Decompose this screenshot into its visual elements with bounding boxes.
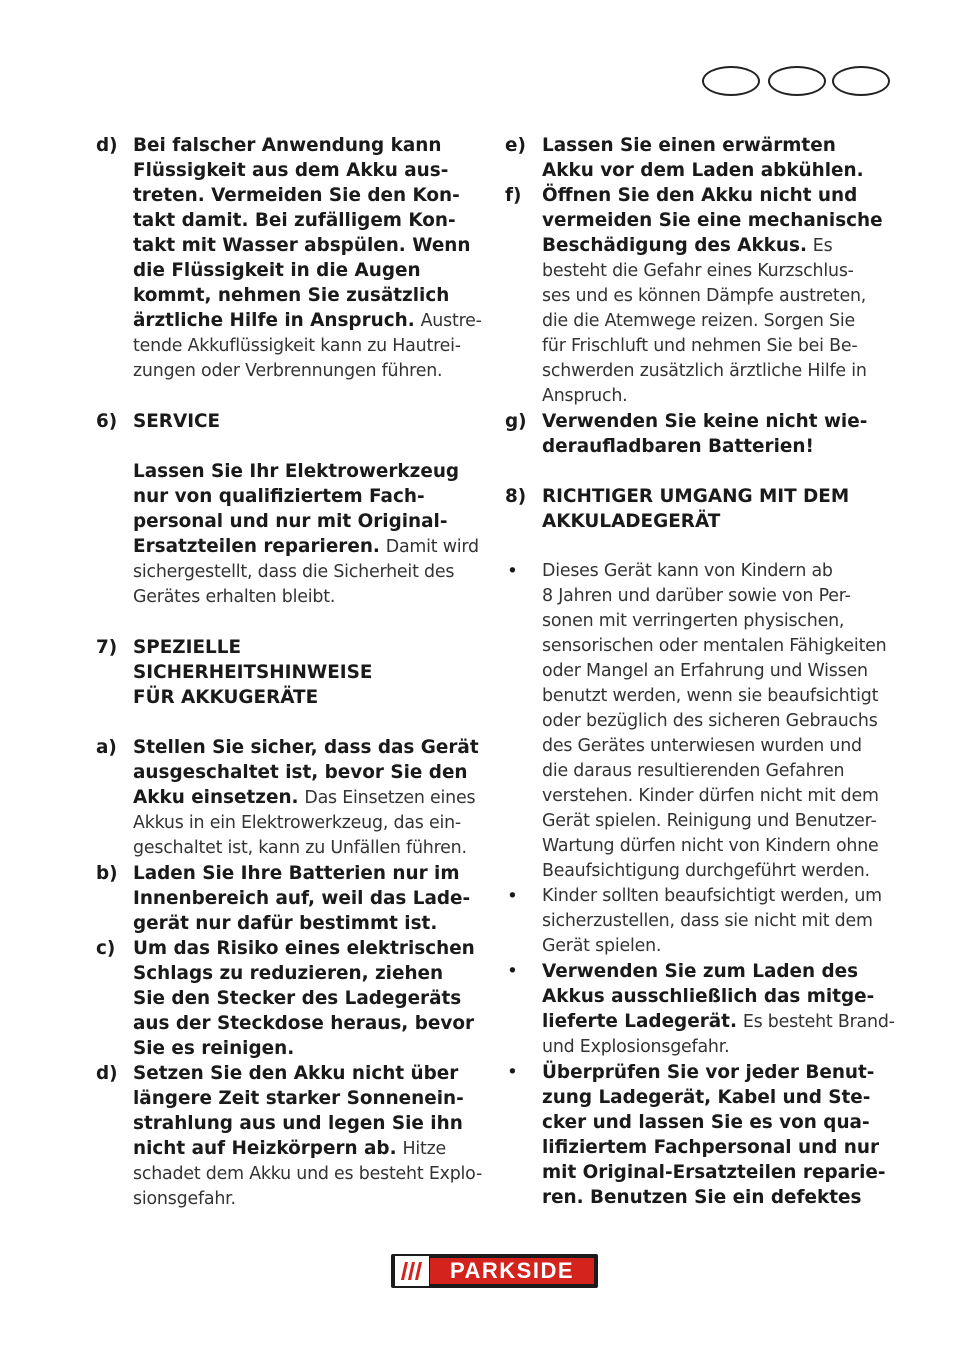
bold-line: nur von qualifiziertem Fach- bbox=[133, 486, 425, 507]
bold-line: Akku vor dem Laden abkühlen. bbox=[542, 160, 864, 181]
normal-line: ses und es können Dämpfe austreten, bbox=[542, 286, 867, 306]
section-heading: SPEZIELLE SICHERHEITSHINWEISE bbox=[133, 637, 373, 683]
item-marker: g) bbox=[505, 411, 527, 432]
normal-line: Dieses Gerät kann von Kindern ab bbox=[542, 561, 833, 581]
bold-line: cker und lassen Sie es von qua- bbox=[542, 1112, 870, 1133]
bullet-item-charger bbox=[505, 959, 895, 1060]
section-number: 6) bbox=[96, 411, 118, 432]
safety-item-g bbox=[505, 409, 895, 459]
bold-line: Akku einsetzen. bbox=[133, 787, 299, 808]
bold-line: Verwenden Sie zum Laden des bbox=[542, 961, 859, 982]
bullet-item-inspection bbox=[505, 1060, 895, 1210]
section-number: 8) bbox=[505, 486, 527, 507]
bold-line: nicht auf Heizkörpern ab. bbox=[133, 1138, 397, 1159]
normal-line: Gerät spielen. bbox=[542, 936, 662, 956]
normal-line: und Explosionsgefahr. bbox=[542, 1037, 730, 1057]
normal-line: tende Akkuflüssigkeit kann zu Hautrei- bbox=[133, 336, 461, 356]
normal-line: sionsgefahr. bbox=[133, 1189, 236, 1209]
bold-line: Akkus ausschließlich das mitge- bbox=[542, 986, 875, 1007]
bullet-item-children-use bbox=[505, 559, 895, 884]
bold-line: Sie es reinigen. bbox=[133, 1038, 295, 1059]
item-marker: d) bbox=[96, 135, 118, 156]
bold-line: vermeiden Sie eine mechanische bbox=[542, 210, 883, 231]
bold-line: Ersatzteilen reparieren. bbox=[133, 536, 380, 557]
section-6-service bbox=[96, 409, 486, 610]
bold-line: Lassen Sie Ihr Elektrowerkzeug bbox=[133, 461, 460, 482]
section-heading: AKKULADEGERÄT bbox=[542, 511, 721, 532]
bold-line: Stellen Sie sicher, dass das Gerät bbox=[133, 737, 479, 758]
bold-line: Um das Risiko eines elektrischen bbox=[133, 938, 475, 959]
bold-line: Laden Sie Ihre Batterien nur im bbox=[133, 863, 460, 884]
bold-line: Verwenden Sie keine nicht wie- bbox=[542, 411, 868, 432]
normal-text: Hitze bbox=[402, 1139, 446, 1159]
normal-line: verstehen. Kinder dürfen nicht mit dem bbox=[542, 786, 879, 806]
normal-line: des Gerätes unterwiesen wurden und bbox=[542, 736, 862, 756]
bold-line: Setzen Sie den Akku nicht über bbox=[133, 1063, 459, 1084]
language-oval bbox=[768, 66, 826, 96]
bold-line: deraufladbaren Batterien! bbox=[542, 436, 814, 457]
safety-item-a bbox=[96, 735, 486, 861]
item-marker: e) bbox=[505, 135, 526, 156]
safety-item-f bbox=[505, 183, 895, 409]
language-oval bbox=[832, 66, 890, 96]
language-badges bbox=[702, 66, 892, 98]
normal-line: die daraus resultierenden Gefahren bbox=[542, 761, 845, 781]
normal-text: Das Einsetzen eines bbox=[304, 788, 476, 808]
bold-line: lifiziertem Fachpersonal und nur bbox=[542, 1137, 880, 1158]
normal-line: geschaltet ist, kann zu Unfällen führen. bbox=[133, 838, 467, 858]
bold-line: mit Original-Ersatzteilen reparie- bbox=[542, 1162, 886, 1183]
section-7-heading bbox=[96, 635, 486, 710]
normal-text: Austre- bbox=[420, 311, 482, 331]
bullet: • bbox=[507, 961, 518, 982]
bold-line: gerät nur dafür bestimmt ist. bbox=[133, 913, 438, 934]
bold-line: kommt, nehmen Sie zusätzlich bbox=[133, 285, 450, 306]
normal-text: Damit wird bbox=[385, 537, 479, 557]
bold-line: Innenbereich auf, weil das Lade- bbox=[133, 888, 471, 909]
normal-line: die die Atemwege reizen. Sorgen Sie bbox=[542, 311, 856, 331]
bold-line: Lassen Sie einen erwärmten bbox=[542, 135, 836, 156]
bold-line: längere Zeit starker Sonnenein- bbox=[133, 1088, 464, 1109]
normal-line: schadet dem Akku und es besteht Explo- bbox=[133, 1164, 483, 1184]
normal-line: benutzt werden, wenn sie beaufsichtigt bbox=[542, 686, 879, 706]
item-marker: d) bbox=[96, 1063, 118, 1084]
item-marker: b) bbox=[96, 863, 118, 884]
normal-line: sonen mit verringerten physischen, bbox=[542, 611, 845, 631]
safety-item-d-fluid bbox=[96, 133, 486, 384]
safety-item-b bbox=[96, 861, 486, 936]
section-8-heading bbox=[505, 484, 895, 534]
normal-text: Es besteht Brand- bbox=[742, 1012, 895, 1032]
bold-line: lieferte Ladegerät. bbox=[542, 1011, 737, 1032]
bold-line: treten. Vermeiden Sie den Kon- bbox=[133, 185, 460, 206]
bullet: • bbox=[507, 886, 518, 907]
bold-line: Überprüfen Sie vor jeder Benut- bbox=[542, 1062, 875, 1083]
parkside-logo bbox=[391, 1254, 598, 1288]
bold-line: die Flüssigkeit in die Augen bbox=[133, 260, 421, 281]
bold-line: strahlung aus und legen Sie ihn bbox=[133, 1113, 463, 1134]
logo-wordmark: PARKSIDE bbox=[430, 1258, 594, 1284]
logo-slashes-icon bbox=[395, 1256, 429, 1286]
normal-line: Wartung dürfen nicht von Kindern ohne bbox=[542, 836, 879, 856]
bold-line: takt damit. Bei zufälligem Kon- bbox=[133, 210, 456, 231]
normal-line: sensorischen oder mentalen Fähigkeiten bbox=[542, 636, 887, 656]
bold-line: ärztliche Hilfe in Anspruch. bbox=[133, 310, 415, 331]
bold-line: Flüssigkeit aus dem Akku aus- bbox=[133, 160, 449, 181]
normal-line: sicherzustellen, dass sie nicht mit dem bbox=[542, 911, 873, 931]
normal-line: für Frischluft und nehmen Sie bei Be- bbox=[542, 336, 858, 356]
language-oval bbox=[702, 66, 760, 96]
bold-line: Beschädigung des Akkus. bbox=[542, 235, 807, 256]
bold-line: Sie den Stecker des Ladegeräts bbox=[133, 988, 462, 1009]
normal-line: Kinder sollten beaufsichtigt werden, um bbox=[542, 886, 882, 906]
bold-line: Bei falscher Anwendung kann bbox=[133, 135, 442, 156]
safety-item-e bbox=[505, 133, 895, 183]
section-number: 7) bbox=[96, 637, 118, 658]
safety-item-c bbox=[96, 936, 486, 1061]
item-marker: a) bbox=[96, 737, 117, 758]
normal-line: Gerätes erhalten bleibt. bbox=[133, 587, 336, 607]
left-column bbox=[96, 133, 486, 1212]
bold-line: aus der Steckdose heraus, bevor bbox=[133, 1013, 475, 1034]
right-column bbox=[505, 133, 895, 1210]
normal-line: oder bezüglich des sicheren Gebrauchs bbox=[542, 711, 878, 731]
section-heading: FÜR AKKUGERÄTE bbox=[133, 687, 319, 708]
normal-line: schwerden zusätzlich ärztliche Hilfe in bbox=[542, 361, 867, 381]
normal-line: Beaufsichtigung durchgeführt werden. bbox=[542, 861, 870, 881]
normal-line: sichergestellt, dass die Sicherheit des bbox=[133, 562, 455, 582]
item-marker: c) bbox=[96, 938, 116, 959]
normal-line: Akkus in ein Elektrowerkzeug, das ein- bbox=[133, 813, 461, 833]
bullet: • bbox=[507, 1062, 518, 1083]
normal-line: besteht die Gefahr eines Kurzschlus- bbox=[542, 261, 854, 281]
normal-line: Gerät spielen. Reinigung und Benutzer- bbox=[542, 811, 877, 831]
normal-text: Es bbox=[812, 236, 833, 256]
bold-line: Schlags zu reduzieren, ziehen bbox=[133, 963, 444, 984]
normal-line: oder Mangel an Erfahrung und Wissen bbox=[542, 661, 868, 681]
bold-line: ren. Benutzen Sie ein defektes bbox=[542, 1187, 862, 1208]
bold-line: Öffnen Sie den Akku nicht und bbox=[542, 185, 858, 206]
bullet-item-supervision bbox=[505, 884, 895, 959]
bullet: • bbox=[507, 561, 518, 582]
section-heading: RICHTIGER UMGANG MIT DEM bbox=[542, 486, 850, 507]
bold-line: personal und nur mit Original- bbox=[133, 511, 448, 532]
normal-line: Anspruch. bbox=[542, 386, 628, 406]
section-heading: SERVICE bbox=[133, 411, 221, 432]
bold-line: takt mit Wasser abspülen. Wenn bbox=[133, 235, 471, 256]
safety-item-d-heat bbox=[96, 1061, 486, 1212]
normal-line: 8 Jahren und darüber sowie von Per- bbox=[542, 586, 851, 606]
normal-line: zungen oder Verbrennungen führen. bbox=[133, 361, 443, 381]
item-marker: f) bbox=[505, 185, 522, 206]
bold-line: zung Ladegerät, Kabel und Ste- bbox=[542, 1087, 871, 1108]
bold-line: ausgeschaltet ist, bevor Sie den bbox=[133, 762, 468, 783]
